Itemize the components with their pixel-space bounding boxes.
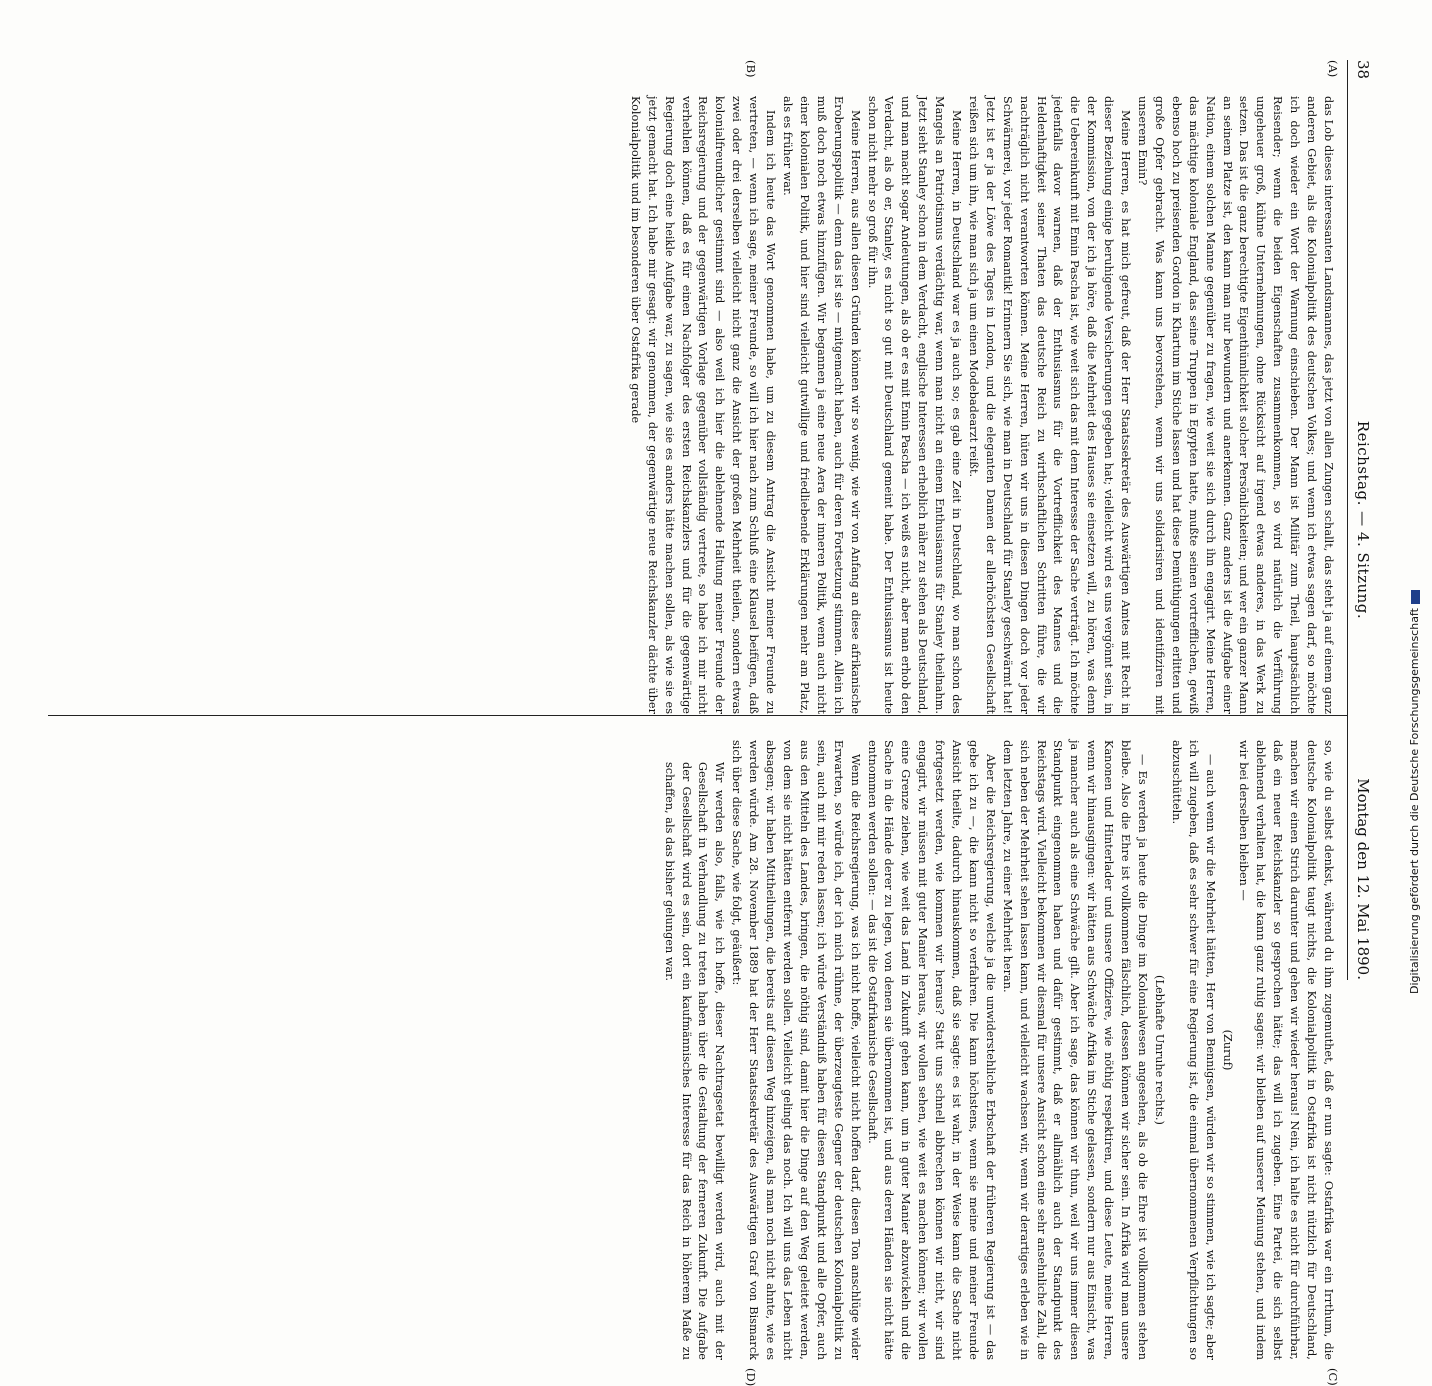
margin-mark-d: (D) <box>744 1368 758 1386</box>
quotation: Wir werden also, falls, wie ich hoffe, dieser Nachtragsetat bewilligt werden wird, auch mit der Gesellschaft in Verhandlung zu treten haben über die Gestaltung der ferneren Zukunft. Die Aufgabe der Gesellschaft wird es sein, dort ein kaufmännisches Interesse für das Reich in höherem Maße zu schaffen, als das bisher gelungen war. <box>662 762 727 1360</box>
paragraph: Meine Herren, in Deutschland war es ja auch so; es gab eine Zeit in Deutschland, wo man schon des Mangels an Patriotismus verdächtig war, wenn man nicht an einem Enthusiasmus für Stanley theilnahm. Jetzt sieht Stanley schon in dem Verdacht, englische Interessen erheblich näher zu stehen als Deutschland, und man macht sogar Andeutungen, als ob er es mit Emin Pascha — ich weiß es nicht, aber man erhob den Verdacht, als ob er, Stanley, es nicht so gut mit Deutschland gemeint habe. Der Enthusiasmus ist heute schon nicht mehr so groß für ihn. <box>865 96 964 714</box>
interjection: (Zuruf) <box>1220 1029 1234 1071</box>
dfg-logo-icon <box>1411 590 1420 604</box>
interjection: (Lebhafte Unruhe rechts.) <box>1152 975 1166 1125</box>
paragraph: Aber die Reichsregierung, welche ja die unwiderstehliche Erbschaft der früheren Regierung ist — das gebe ich zu —, die kann nicht so verfahren. Die kann höchstens, wenn sie meine und meiner Freunde Ansicht theilte, dadurch hinauskommen, daß sie sagte: es ist wahr, in der Weise kann die Sache nicht fortgesetzt werden, wie kommen wir heraus? Statt uns schnell abbrechen können wir nicht, wir sind engagirt, wir müssen mit guter Manier heraus, wir wollen sehen, wie weit es machen können; wir wollen eine Grenze ziehen, wie weit das Land in Zukunft gehen kann, um in guter Manier abzuwickeln und die Sache in die Hände derer zu legen, von denen sie übernommen ist, und aus deren Händen sie nicht hätte entnommen werden sollen: — das ist die Ostafrikanische Gesellschaft. <box>865 740 997 1360</box>
paragraph: Meine Herren, aus allen diesen Gründen können wir so wenig, wie wir von Anfang an diese afrikanische Eroberungspolitik — denn das ist sie — mitgemacht haben, auch für deren Fortsetzung stimmen. Allein ich muß doch noch etwas hinzufügen. Wir begannen ja eine neue Aera der inneren Politik, wenn auch nicht einer kolonialen Politik, und hier sind vielleicht gutwillige und friedliebende Erklärungen mehr am Platz, als es früher war. <box>781 96 862 714</box>
page-header <box>1346 60 1380 980</box>
left-column <box>626 96 1336 714</box>
header-rule <box>1347 60 1348 980</box>
margin-mark-c: (C) <box>1326 1368 1340 1386</box>
paragraph: Wenn die Reichsregierung, was ich nicht hoffe, vielleicht nicht hoffen darf, diesen Ton anschlüge wider Erwarten, so würde ich, der ich mich rühme, der überzeugteste Gegner der deutschen Kolonialpolitik zu sein, auch mit mir reden lassen; ich würde Verständniß haben für diesen Standpunkt und alle Opfer, auch aus den Mitteln des Landes, bringen, die nöthig sind, damit hier die Dinge auf den Weg geleitet werden, von dem sie nicht hätten entfernt werden sollen. Vielleicht gelingt das noch. Ich will uns das Leben nicht absagen; wir haben Mittheilungen, die bereits auf diesen Weg hinzeigen, als man noch nicht ahnte, wie es werden würde. Am 28. November 1889 hat der Herr Staatssekretär des Auswärtigen Graf von Bismarck sich über diese Sache, wie folgt, geäußert: <box>730 740 862 1360</box>
margin-mark-b: (B) <box>744 60 758 78</box>
margin-mark-a: (A) <box>1326 60 1340 78</box>
paragraph: Meine Herren, es hat mich gefreut, daß der Herr Staatssekretär des Auswärtigen Amtes mit Recht in dieser Beziehung einige beruhigende Versicherungen gegeben hat; vielleicht wird es uns vergönnt sein, in der Kommission, von der ich ja höre, daß die Mehrheit des Hauses sie einsetzen will, zu hören, was denn die Uebereinkunft mit Emin Pascha ist, wie weit sich das mit dem Interesse der Sache verträgt. Ich möchte jedenfalls davor warnen, daß der Enthusiasmus für die Vortrefflichkeit des Mannes und die Heldenhaftigkeit seiner Thaten das deutsche Reich zu wirthschaftlichen Schritten führe, die wir nachträglich nicht verantworten können. Meine Herren, hüten wir uns in diesen Dingen doch vor jeder Schwärmerei, vor jeder Romantik! Erinnern Sie sich, wie man in Deutschland für Stanley geschwärmt hat! Jetzt ist er ja der Löwe des Tages in London, und die eleganten Damen der allerhöchsten Gesellschaft reißen sich um ihn, wie man sich ja um einen Modebadearzt reißt. <box>966 96 1133 714</box>
paragraph: so, wie du selbst denkst, während du ihm zugemuthet, daß er nun sagte: Ostafrika war ein Irrthum, die deutsche Kolonialpolitik taugt nichts, die Kolonialpolitik in Ostafrika ist nicht nützlich für Deutschland, machen wir einen Strich darunter und gehen wir wieder heraus! Nein, ich halte es nicht für durchführbar, daß ein neuer Reichskanzler so gesprochen hätte; das will ich zugeben. Eine Partei, die sich selbst ablehnend verhalten hat, die kann ganz ruhig sagen: wir bleiben auf unserer Meinung stehen, und indem wir bei derselben bleiben — <box>1237 740 1335 1360</box>
right-column <box>660 740 1336 1360</box>
paragraph: — Es werden ja heute die Dinge im Kolonialwesen angesehen, als ob die Ehre ist vollkommen stehen bleibe. Also die Ehre ist vollkommen fälschlich, dessen können wir sicher sein. In Afrika wird man unsere Kanonen und Hinterlader und unsere Offiziere, wie nöthig respektiren, und diese Leute, meine Herren, wenn wir hinausgingen: wir hätten aus Schwäche Afrika im Stiche gelassen, sondern nur aus Einsicht, was ja mancher auch als eine Schwäche gilt. Aber ich sage, das können wir thun, weil wir uns immer diesen Standpunkt eingenommen haben und dafür gestimmt, daß er allmählich auch der Standpunkt des Reichstags wird. Vielleicht bekommen wir diesmal für unsere Ansicht schon eine sehr ansehnliche Zahl, die sich neben der Mehrheit sehen lassen kann, und vielleicht wachsen wir, wenn wir derartiges erleben wie in dem letzten Jahre, zu einer Mehrheit heran. <box>1000 740 1150 1360</box>
page-number: 38 <box>1354 60 1372 80</box>
paragraph: Indem ich heute das Wort genommen habe, um zu diesem Antrag die Ansicht meiner Freunde zu vertreten, — wenn ich sage, meiner Freunde, so will ich hier nach zum Schluß eine Klausel beifügen, daß zwei oder drei derselben vielleicht nicht ganz die Ansicht der großen Mehrheit theilen, sondern etwas kolonialfreundlicher gestimmt sind — also weil ich hier die ablehnende Haltung meiner Freunde der Reichsregierung und der gegenwärtigen Vorlage gegenüber vollständig vertrete, so habe ich mir nicht verhehlen können, daß es für einen Nachfolger des ersten Reichskanzlers und für die gegenwärtige Regierung doch eine heikle Aufgabe war, zu sagen, wie sie es anders hätte machen sollen, als wie sie es jetzt gemacht hat. Ich habe mir gesagt: wir genommen, der gegenwärtige neue Reichskanzler dächte über Kolonialpolitik und im besonderen über Ostafrika gerade <box>628 96 778 714</box>
paragraph: das Lob dieses interessanten Landsmannes, das jetzt von allen Zungen schallt, das steht ja auf einem ganz anderen Gebiet, als die Kolonialpolitik des deutschen Volkes; und wenn ich etwas sagen darf, so möchte ich doch wieder ein Wort der Warnung einschieben. Der Mann ist Militär zum Theil, hauptsächlich Reisender; wenn die beiden Eigenschaften zusammenkommen, so wird natürlich die Verführung ungeheuer groß, kühne Unternehmungen, ohne Rücksicht auf irgend etwas anderes, in das Werk zu setzen. Das ist die ganz berechtigte Eigenthümlichkeit solcher Persönlichkeiten; und wer ein ganzer Mann an seinem Platze ist, den kann man nur bewundern und anerkennen. Ganz anders ist die Aufgabe einer Nation, einem solchen Manne gegenüber zu fragen, wie weit sie sich durch ihn engagirt. Meine Herren, das mächtige koloniale England, das seine Truppen in Egypten hatte, mußte seinen vortrefflichen, gewiß ebenso hoch zu preisenden Gordon in Khartum im Stiche lassen und hat diese Demüthigungen erlitten und große Opfer gebracht. Was kann uns bevorstehen, wenn wir uns solidarisiren und identifiziren mit unserem Emin? <box>1136 96 1335 714</box>
digitization-credit <box>1408 590 1421 994</box>
column-divider <box>48 715 1348 716</box>
credit-text: Digitalisierung gefördert durch die Deutsche Forschungsgemeinschaft <box>1408 608 1421 994</box>
document-page <box>40 60 1380 1386</box>
session-date: Montag den 12. Mai 1890. <box>1354 778 1372 980</box>
paragraph: — auch wenn wir die Mehrheit hätten, Herr von Bennigsen, würden wir so stimmen, wie ich sagte; aber ich will zugeben, daß es sehr schwer für eine Regierung ist, die einmal übernommenen Verpflichtungen so abzuschütteln. <box>1169 740 1217 1360</box>
running-title: Reichstag. — 4. Sitzung. <box>1354 420 1372 620</box>
